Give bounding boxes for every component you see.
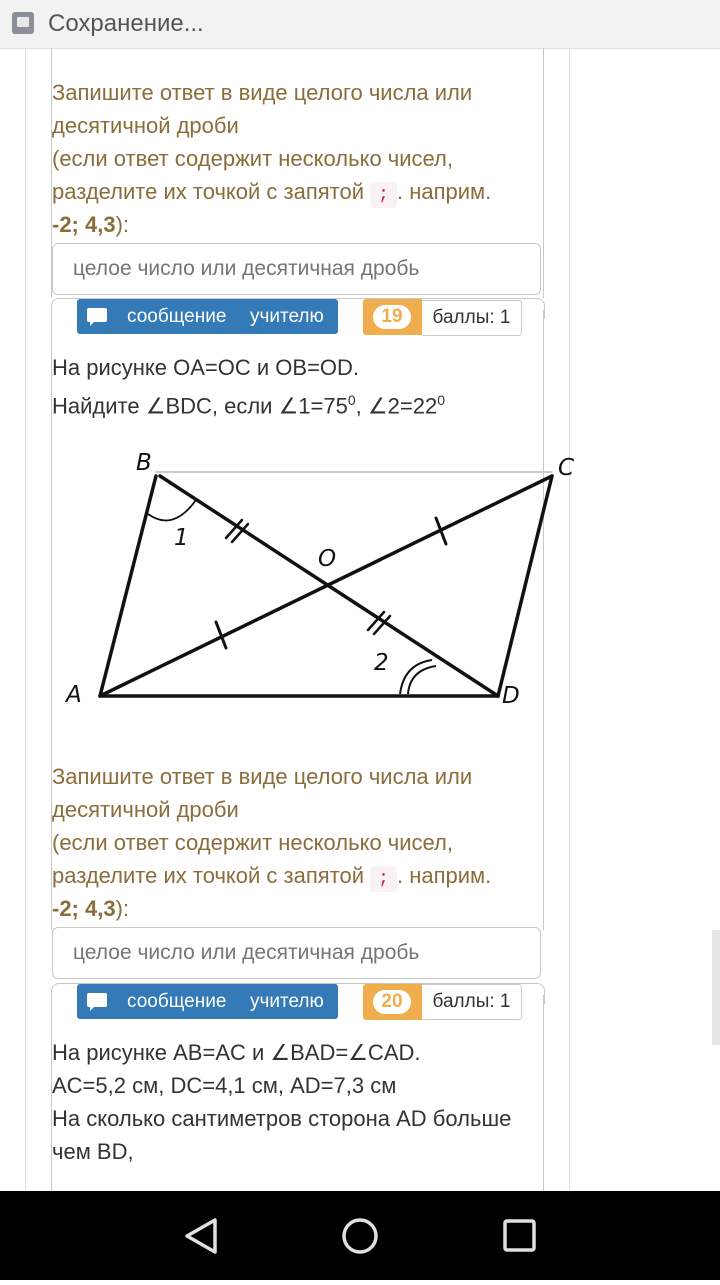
separator-code: ;: [370, 182, 397, 208]
message-teacher-button[interactable]: сообщение учителю: [77, 299, 338, 334]
label-d: D: [502, 683, 520, 709]
page-border-left: [25, 48, 26, 1191]
answer-input[interactable]: [52, 927, 541, 979]
label-a: A: [66, 682, 82, 708]
navigation-bar: [0, 1191, 720, 1280]
message-teacher-button[interactable]: сообщение учителю: [77, 984, 338, 1019]
chat-icon: [87, 993, 107, 1007]
separator-code: ;: [370, 866, 397, 892]
label-angle-1: 1: [174, 525, 189, 551]
label-angle-2: 2: [374, 650, 389, 676]
recents-icon[interactable]: [505, 1221, 534, 1250]
points-label: баллы: 1: [422, 984, 522, 1020]
label-b: B: [136, 450, 152, 476]
diagonal-bd: [160, 476, 498, 696]
label-o: O: [318, 546, 337, 572]
side-ab: [100, 476, 156, 696]
scrollbar-thumb[interactable]: [712, 930, 720, 1045]
back-icon[interactable]: [187, 1220, 215, 1252]
side-cd: [498, 476, 552, 696]
answer-input[interactable]: [52, 243, 541, 295]
question-text: На рисунке AB=AC и ∠BAD=∠CAD. AC=5,2 см, DC=4,1 см, AD=7,3 см На сколько сантиметров сторона AD больше чем BD,: [52, 1040, 512, 1164]
question-number-badge: 20: [363, 984, 422, 1020]
answer-format-hint: Запишите ответ в виде целого числа или десятичной дроби (если ответ содержит несколько чисел, разделите их точкой с запятой ; . наприм. -2; 4,3):: [52, 80, 492, 237]
answer-format-hint: Запишите ответ в виде целого числа или десятичной дроби (если ответ содержит несколько чисел, разделите их точкой с запятой ; . наприм. -2; 4,3):: [52, 764, 492, 921]
image-icon: [12, 12, 34, 34]
geometry-figure: [58, 440, 588, 730]
home-icon[interactable]: [344, 1220, 376, 1252]
saving-status: Сохранение...: [48, 10, 204, 37]
label-c: C: [558, 455, 575, 481]
question-number-badge: 19: [363, 299, 422, 335]
points-label: баллы: 1: [422, 300, 522, 336]
question-text: На рисунке OA=OC и OB=OD. Найдите ∠BDC, если $\angle 1=75^0$, $\angle 2=22^0$: [52, 355, 445, 419]
chat-icon: [87, 308, 107, 322]
top-bar: [0, 0, 720, 49]
